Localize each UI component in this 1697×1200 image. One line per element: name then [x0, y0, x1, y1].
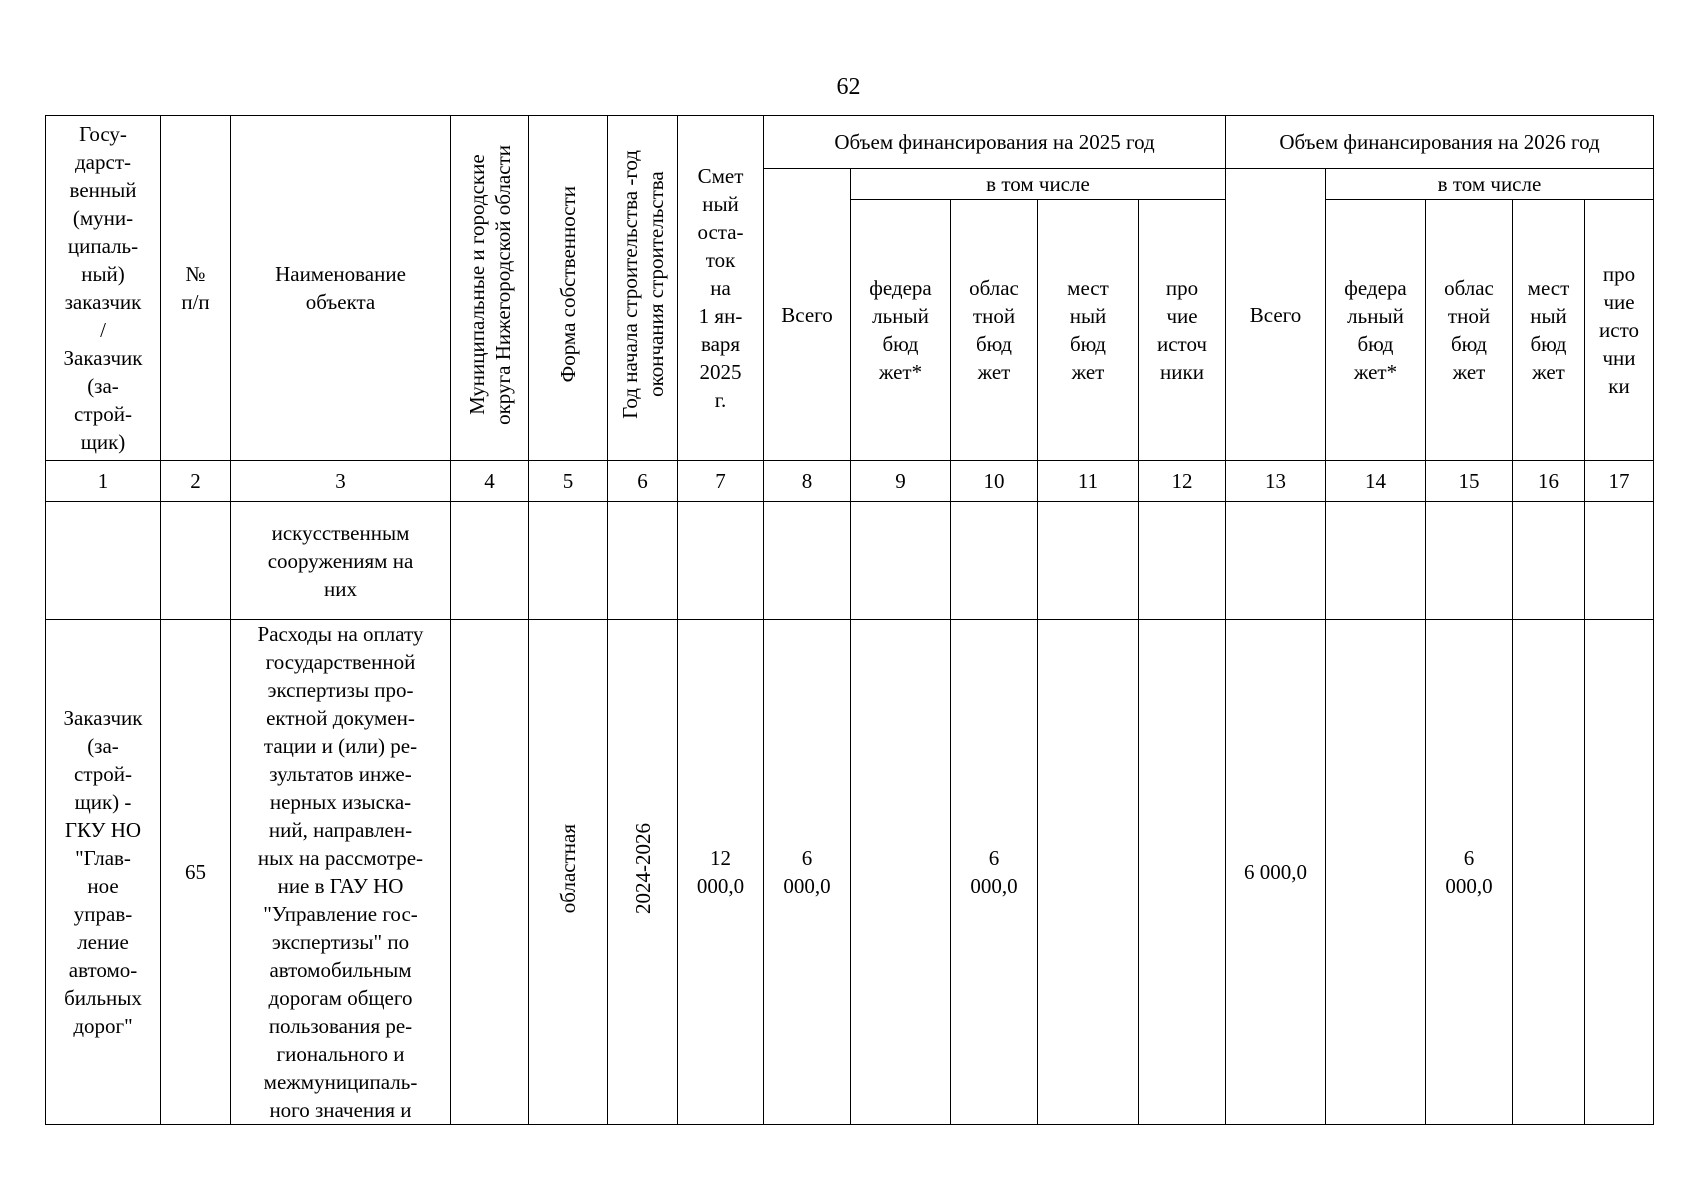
- header-customer: Госу- дарст- венный (муни- ципаль- ный) заказчик / Заказчик (за- строй- щик): [46, 116, 161, 461]
- header-federal-2025: федера льный бюд жет*: [851, 200, 951, 461]
- row-total-2026: [1226, 502, 1326, 620]
- row-number: 65: [161, 620, 231, 1125]
- row-regional-2026: 6 000,0: [1426, 620, 1513, 1125]
- table-row: [46, 502, 1654, 620]
- header-financing-2025: Объем финансирования на 2025 год: [764, 116, 1226, 169]
- financing-table: [45, 115, 1654, 1125]
- row-remainder: [678, 502, 764, 620]
- row-total-2025: [764, 502, 851, 620]
- column-number: 5: [529, 461, 608, 502]
- row-other-2026: [1585, 502, 1654, 620]
- header-federal-2026: федера льный бюд жет*: [1326, 200, 1426, 461]
- header-local-2026: мест ный бюд жет: [1513, 200, 1585, 461]
- column-number: 10: [951, 461, 1038, 502]
- header-ownership: Форма собственности: [556, 186, 580, 383]
- header-object-name: Наименование объекта: [231, 116, 451, 461]
- row-ownership: [529, 502, 608, 620]
- row-object-name: искусственным сооружениям на них: [231, 502, 451, 620]
- header-ownership-cell: [529, 116, 608, 461]
- row-years: 2024-2026: [630, 823, 655, 914]
- row-customer: [46, 502, 161, 620]
- header-estimated-remainder: Смет ный оста- ток на 1 ян- варя 2025 г.: [678, 116, 764, 461]
- table-row: [46, 620, 1654, 1125]
- header-total-2025: Всего: [764, 169, 851, 461]
- header-including-2025: в том числе: [851, 169, 1226, 200]
- row-number: [161, 502, 231, 620]
- header-construction-years: Год начала строительства -год окончания строительства: [617, 150, 668, 419]
- header-local-2025: мест ный бюд жет: [1038, 200, 1139, 461]
- column-number: 13: [1226, 461, 1326, 502]
- row-other-2026: [1585, 620, 1654, 1125]
- row-other-2025: [1139, 502, 1226, 620]
- row-federal-2026: [1326, 502, 1426, 620]
- column-number: 3: [231, 461, 451, 502]
- row-regional-2025: 6 000,0: [951, 620, 1038, 1125]
- column-number: 2: [161, 461, 231, 502]
- page-number: 62: [836, 74, 861, 100]
- header-other-2026: про чие исто чни ки: [1585, 200, 1654, 461]
- row-local-2026: [1513, 620, 1585, 1125]
- column-number: 16: [1513, 461, 1585, 502]
- row-years-cell: [608, 620, 678, 1125]
- row-ownership-cell: [529, 620, 608, 1125]
- header-including-2026: в том числе: [1326, 169, 1654, 200]
- row-local-2025: [1038, 502, 1139, 620]
- row-ownership: областная: [556, 823, 580, 914]
- row-years: [608, 502, 678, 620]
- header-number: № п/п: [161, 116, 231, 461]
- row-federal-2026: [1326, 620, 1426, 1125]
- row-object-name: Расходы на оплату государственной экспертизы про- ектной докумен- тации и (или) ре- зультатов инже- нерных изыска- ний, направлен- ных на рассмотре- ние в ГАУ НО "Управление гос- экспертизы" по автомобильным дорогам общего пользования ре- гионального и межмуниципаль- ного значения и: [231, 620, 451, 1125]
- row-regional-2026: [1426, 502, 1513, 620]
- column-number: 8: [764, 461, 851, 502]
- column-number: 17: [1585, 461, 1654, 502]
- header-financing-2026: Объем финансирования на 2026 год: [1226, 116, 1654, 169]
- row-local-2025: [1038, 620, 1139, 1125]
- row-total-2026: 6 000,0: [1226, 620, 1326, 1125]
- column-number: 4: [451, 461, 529, 502]
- column-number: 12: [1139, 461, 1226, 502]
- column-number: 15: [1426, 461, 1513, 502]
- row-federal-2025: [851, 502, 951, 620]
- header-total-2026: Всего: [1226, 169, 1326, 461]
- row-local-2026: [1513, 502, 1585, 620]
- column-number: 9: [851, 461, 951, 502]
- header-other-2025: про чие источ ники: [1139, 200, 1226, 461]
- column-number: 1: [46, 461, 161, 502]
- column-number: 7: [678, 461, 764, 502]
- row-municipality: [451, 620, 529, 1125]
- column-number: 6: [608, 461, 678, 502]
- row-other-2025: [1139, 620, 1226, 1125]
- column-number: 14: [1326, 461, 1426, 502]
- header-regional-2026: облас тной бюд жет: [1426, 200, 1513, 461]
- header-regional-2025: облас тной бюд жет: [951, 200, 1038, 461]
- row-remainder: 12 000,0: [678, 620, 764, 1125]
- column-number: 11: [1038, 461, 1139, 502]
- row-total-2025: 6 000,0: [764, 620, 851, 1125]
- header-municipality: Муниципальные и городские округа Нижегородской области: [464, 144, 515, 425]
- header-years-cell: [608, 116, 678, 461]
- row-municipality: [451, 502, 529, 620]
- row-regional-2025: [951, 502, 1038, 620]
- row-federal-2025: [851, 620, 951, 1125]
- row-customer: Заказчик (за- строй- щик) - ГКУ НО "Глав- ное управ- ление автомо- бильных дорог": [46, 620, 161, 1125]
- header-municipality-cell: [451, 116, 529, 461]
